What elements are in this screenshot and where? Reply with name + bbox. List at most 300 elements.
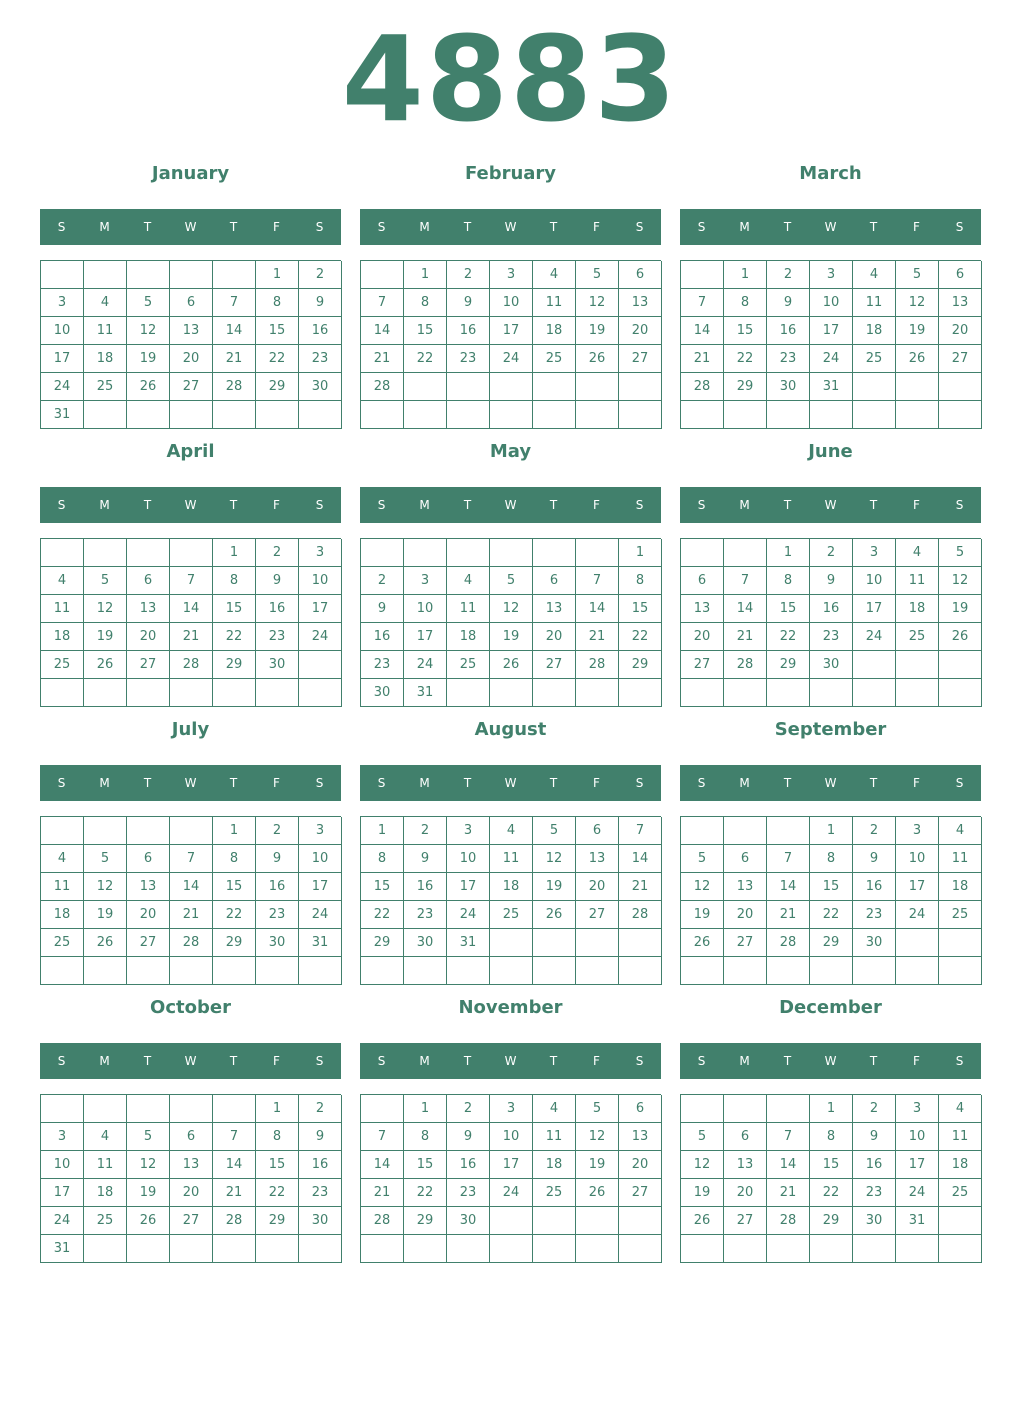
day-cell: 21 [767, 901, 810, 929]
day-cell: 31 [447, 929, 490, 957]
day-cell: 10 [896, 845, 939, 873]
weekday-label: S [635, 498, 644, 512]
day-cell: 16 [853, 1151, 896, 1179]
empty-day-cell [361, 957, 404, 985]
empty-day-cell [447, 401, 490, 429]
day-cell: 27 [170, 373, 213, 401]
day-cell: 9 [447, 1123, 490, 1151]
weekday-label: S [955, 1054, 964, 1068]
day-cell: 2 [299, 261, 342, 289]
day-cell: 26 [681, 929, 724, 957]
day-cell: 16 [810, 595, 853, 623]
empty-day-cell [213, 1095, 256, 1123]
weekday-label: W [184, 1054, 197, 1068]
empty-day-cell [127, 539, 170, 567]
empty-day-cell [533, 1207, 576, 1235]
day-cell: 8 [404, 289, 447, 317]
empty-day-cell [84, 1235, 127, 1263]
day-cell: 31 [299, 929, 342, 957]
day-cell: 1 [404, 261, 447, 289]
empty-day-cell [84, 1095, 127, 1123]
empty-day-cell [810, 1235, 853, 1263]
day-cell: 31 [41, 401, 84, 429]
day-cell: 22 [404, 1179, 447, 1207]
day-cell: 7 [724, 567, 767, 595]
weekday-label: S [955, 498, 964, 512]
day-cell: 7 [361, 1123, 404, 1151]
day-cell: 2 [853, 1095, 896, 1123]
weekday-label: T [783, 220, 792, 234]
day-cell: 21 [213, 1179, 256, 1207]
day-cell: 16 [361, 623, 404, 651]
day-cell: 22 [256, 345, 299, 373]
weekday-label: M [419, 220, 430, 234]
day-cell: 9 [299, 1123, 342, 1151]
day-cell: 8 [810, 1123, 853, 1151]
weekday-label: T [783, 1054, 792, 1068]
empty-day-cell [361, 401, 404, 429]
day-cell: 7 [767, 1123, 810, 1151]
day-cell: 23 [404, 901, 447, 929]
day-cell: 10 [41, 1151, 84, 1179]
month-june [680, 434, 981, 707]
month-february [360, 156, 661, 429]
weekday-label: M [739, 1054, 750, 1068]
month-september [680, 712, 981, 985]
day-cell: 29 [404, 1207, 447, 1235]
empty-day-cell [896, 1235, 939, 1263]
weekday-label: S [377, 776, 386, 790]
day-cell: 7 [170, 845, 213, 873]
day-cell: 15 [404, 317, 447, 345]
weekday-label: T [143, 776, 152, 790]
day-cell: 18 [896, 595, 939, 623]
day-cell: 11 [896, 567, 939, 595]
day-cell: 1 [213, 539, 256, 567]
empty-day-cell [939, 679, 982, 707]
empty-day-cell [533, 401, 576, 429]
day-cell: 26 [576, 345, 619, 373]
empty-day-cell [170, 679, 213, 707]
day-cell: 1 [213, 817, 256, 845]
weekday-label: S [57, 776, 66, 790]
day-grid [680, 538, 981, 707]
day-cell: 28 [361, 373, 404, 401]
weekday-label: M [419, 776, 430, 790]
day-cell: 8 [810, 845, 853, 873]
empty-day-cell [170, 401, 213, 429]
day-cell: 2 [853, 817, 896, 845]
empty-day-cell [256, 1235, 299, 1263]
day-cell: 3 [853, 539, 896, 567]
day-cell: 8 [256, 289, 299, 317]
day-cell: 19 [127, 1179, 170, 1207]
weekday-label: T [143, 498, 152, 512]
day-cell: 21 [361, 1179, 404, 1207]
day-cell: 19 [490, 623, 533, 651]
empty-day-cell [299, 651, 342, 679]
weekday-label: M [99, 498, 110, 512]
day-cell: 22 [810, 1179, 853, 1207]
day-cell: 15 [213, 873, 256, 901]
empty-day-cell [939, 1235, 982, 1263]
day-cell: 15 [767, 595, 810, 623]
day-cell: 10 [404, 595, 447, 623]
day-cell: 29 [810, 929, 853, 957]
day-cell: 11 [533, 1123, 576, 1151]
weekday-label: S [697, 776, 706, 790]
weekday-header [360, 765, 661, 801]
day-cell: 9 [256, 845, 299, 873]
day-cell: 5 [533, 817, 576, 845]
day-cell: 14 [767, 873, 810, 901]
day-cell: 23 [299, 345, 342, 373]
day-cell: 21 [619, 873, 662, 901]
day-cell: 6 [576, 817, 619, 845]
empty-day-cell [447, 679, 490, 707]
day-cell: 5 [84, 845, 127, 873]
day-cell: 27 [127, 929, 170, 957]
empty-day-cell [576, 373, 619, 401]
day-cell: 22 [810, 901, 853, 929]
day-cell: 21 [213, 345, 256, 373]
day-cell: 18 [853, 317, 896, 345]
weekday-label: S [697, 1054, 706, 1068]
weekday-label: T [549, 498, 558, 512]
day-cell: 17 [41, 1179, 84, 1207]
empty-day-cell [84, 539, 127, 567]
weekday-label: S [955, 776, 964, 790]
day-grid [680, 260, 981, 429]
weekday-label: S [315, 498, 324, 512]
weekday-label: F [593, 776, 600, 790]
day-cell: 18 [84, 345, 127, 373]
empty-day-cell [619, 373, 662, 401]
day-cell: 26 [939, 623, 982, 651]
day-cell: 24 [299, 623, 342, 651]
weekday-label: S [57, 1054, 66, 1068]
empty-day-cell [724, 957, 767, 985]
day-cell: 26 [533, 901, 576, 929]
weekday-label: M [99, 776, 110, 790]
day-cell: 26 [84, 929, 127, 957]
month-name: March [799, 163, 862, 184]
weekday-label: W [824, 1054, 837, 1068]
month-march [680, 156, 981, 429]
empty-day-cell [533, 679, 576, 707]
day-cell: 23 [256, 623, 299, 651]
weekday-label: S [635, 776, 644, 790]
empty-day-cell [213, 1235, 256, 1263]
weekday-label: S [635, 220, 644, 234]
day-cell: 29 [213, 929, 256, 957]
day-cell: 7 [619, 817, 662, 845]
day-cell: 14 [361, 1151, 404, 1179]
empty-day-cell [490, 1235, 533, 1263]
day-cell: 24 [447, 901, 490, 929]
day-cell: 22 [213, 901, 256, 929]
empty-day-cell [767, 1235, 810, 1263]
weekday-header [40, 1043, 341, 1079]
weekday-label: T [229, 1054, 238, 1068]
empty-day-cell [490, 679, 533, 707]
weekday-label: W [504, 220, 517, 234]
day-cell: 22 [724, 345, 767, 373]
day-cell: 11 [84, 317, 127, 345]
day-cell: 12 [681, 1151, 724, 1179]
weekday-header [360, 1043, 661, 1079]
weekday-label: W [184, 776, 197, 790]
empty-day-cell [490, 957, 533, 985]
day-cell: 30 [447, 1207, 490, 1235]
day-cell: 9 [810, 567, 853, 595]
empty-day-cell [896, 373, 939, 401]
day-cell: 9 [767, 289, 810, 317]
day-cell: 22 [619, 623, 662, 651]
empty-day-cell [576, 957, 619, 985]
day-cell: 20 [681, 623, 724, 651]
day-cell: 5 [490, 567, 533, 595]
weekday-label: F [273, 1054, 280, 1068]
day-cell: 5 [576, 1095, 619, 1123]
day-cell: 25 [533, 345, 576, 373]
day-cell: 25 [939, 1179, 982, 1207]
day-cell: 30 [299, 373, 342, 401]
empty-day-cell [896, 957, 939, 985]
day-cell: 3 [490, 1095, 533, 1123]
day-cell: 11 [41, 595, 84, 623]
day-cell: 13 [533, 595, 576, 623]
day-cell: 9 [404, 845, 447, 873]
month-name: September [774, 719, 887, 740]
weekday-label: M [739, 498, 750, 512]
day-cell: 13 [170, 1151, 213, 1179]
weekday-header [40, 209, 341, 245]
weekday-header [680, 209, 981, 245]
empty-day-cell [533, 539, 576, 567]
day-cell: 13 [619, 1123, 662, 1151]
day-cell: 3 [896, 817, 939, 845]
empty-day-cell [810, 679, 853, 707]
day-cell: 20 [127, 901, 170, 929]
empty-day-cell [404, 1235, 447, 1263]
day-cell: 31 [404, 679, 447, 707]
weekday-label: T [143, 220, 152, 234]
day-grid [360, 260, 661, 429]
day-cell: 1 [724, 261, 767, 289]
day-cell: 7 [213, 289, 256, 317]
day-cell: 19 [681, 1179, 724, 1207]
day-cell: 4 [533, 261, 576, 289]
day-cell: 18 [533, 317, 576, 345]
empty-day-cell [767, 957, 810, 985]
day-cell: 4 [939, 817, 982, 845]
day-cell: 24 [299, 901, 342, 929]
day-cell: 15 [810, 873, 853, 901]
day-cell: 24 [853, 623, 896, 651]
day-cell: 18 [41, 901, 84, 929]
day-cell: 5 [576, 261, 619, 289]
empty-day-cell [939, 651, 982, 679]
empty-day-cell [619, 401, 662, 429]
day-cell: 17 [299, 873, 342, 901]
day-cell: 18 [84, 1179, 127, 1207]
day-cell: 11 [490, 845, 533, 873]
empty-day-cell [361, 1095, 404, 1123]
day-cell: 11 [853, 289, 896, 317]
weekday-label: F [273, 776, 280, 790]
day-cell: 30 [767, 373, 810, 401]
empty-day-cell [896, 651, 939, 679]
day-cell: 2 [447, 1095, 490, 1123]
empty-day-cell [576, 1235, 619, 1263]
day-cell: 17 [853, 595, 896, 623]
day-cell: 24 [896, 901, 939, 929]
empty-day-cell [576, 679, 619, 707]
weekday-label: T [783, 498, 792, 512]
day-cell: 7 [681, 289, 724, 317]
empty-day-cell [533, 957, 576, 985]
empty-day-cell [170, 261, 213, 289]
empty-day-cell [896, 679, 939, 707]
weekday-header [680, 487, 981, 523]
weekday-label: S [377, 220, 386, 234]
empty-day-cell [767, 679, 810, 707]
empty-day-cell [84, 957, 127, 985]
month-name: January [151, 163, 230, 184]
weekday-header [40, 765, 341, 801]
empty-day-cell [681, 1235, 724, 1263]
day-cell: 8 [404, 1123, 447, 1151]
day-cell: 27 [724, 929, 767, 957]
weekday-label: T [143, 1054, 152, 1068]
empty-day-cell [724, 1235, 767, 1263]
day-cell: 17 [41, 345, 84, 373]
day-cell: 29 [361, 929, 404, 957]
weekday-label: S [377, 1054, 386, 1068]
day-cell: 28 [170, 651, 213, 679]
day-cell: 9 [361, 595, 404, 623]
empty-day-cell [299, 957, 342, 985]
weekday-label: S [315, 220, 324, 234]
empty-day-cell [681, 957, 724, 985]
day-cell: 14 [724, 595, 767, 623]
day-cell: 6 [619, 261, 662, 289]
month-name: October [150, 997, 231, 1018]
day-cell: 12 [533, 845, 576, 873]
calendar-year-title: 4883 [341, 10, 679, 148]
empty-day-cell [299, 679, 342, 707]
day-cell: 19 [896, 317, 939, 345]
day-cell: 10 [447, 845, 490, 873]
month-april [40, 434, 341, 707]
weekday-label: F [593, 220, 600, 234]
day-cell: 12 [490, 595, 533, 623]
day-cell: 19 [84, 623, 127, 651]
day-cell: 18 [447, 623, 490, 651]
day-cell: 22 [361, 901, 404, 929]
day-cell: 11 [41, 873, 84, 901]
day-cell: 2 [447, 261, 490, 289]
day-cell: 25 [41, 651, 84, 679]
day-cell: 20 [170, 1179, 213, 1207]
weekday-label: T [549, 1054, 558, 1068]
day-cell: 31 [810, 373, 853, 401]
empty-day-cell [41, 957, 84, 985]
empty-day-cell [84, 401, 127, 429]
day-cell: 5 [681, 1123, 724, 1151]
day-cell: 27 [939, 345, 982, 373]
day-cell: 2 [299, 1095, 342, 1123]
day-cell: 4 [84, 1123, 127, 1151]
day-cell: 30 [256, 929, 299, 957]
day-cell: 4 [447, 567, 490, 595]
day-cell: 1 [404, 1095, 447, 1123]
day-cell: 25 [84, 373, 127, 401]
empty-day-cell [853, 651, 896, 679]
day-cell: 13 [681, 595, 724, 623]
weekday-label: S [57, 220, 66, 234]
weekday-header [360, 209, 661, 245]
day-cell: 25 [533, 1179, 576, 1207]
day-cell: 24 [490, 345, 533, 373]
day-cell: 21 [576, 623, 619, 651]
day-cell: 24 [404, 651, 447, 679]
day-cell: 6 [619, 1095, 662, 1123]
day-cell: 1 [619, 539, 662, 567]
empty-day-cell [939, 1207, 982, 1235]
empty-day-cell [41, 817, 84, 845]
month-november [360, 990, 661, 1263]
weekday-label: W [184, 498, 197, 512]
day-cell: 12 [681, 873, 724, 901]
empty-day-cell [490, 539, 533, 567]
weekday-label: T [463, 1054, 472, 1068]
weekday-label: W [504, 776, 517, 790]
day-cell: 5 [127, 289, 170, 317]
day-cell: 20 [170, 345, 213, 373]
day-cell: 31 [41, 1235, 84, 1263]
day-cell: 18 [41, 623, 84, 651]
day-cell: 4 [41, 567, 84, 595]
day-cell: 19 [576, 317, 619, 345]
month-name: April [166, 441, 215, 462]
day-cell: 20 [533, 623, 576, 651]
weekday-label: S [315, 1054, 324, 1068]
day-cell: 6 [127, 845, 170, 873]
day-cell: 9 [299, 289, 342, 317]
day-cell: 12 [84, 873, 127, 901]
weekday-label: S [315, 776, 324, 790]
empty-day-cell [490, 929, 533, 957]
day-cell: 13 [619, 289, 662, 317]
day-cell: 16 [256, 873, 299, 901]
day-cell: 16 [299, 317, 342, 345]
weekday-label: F [273, 498, 280, 512]
empty-day-cell [896, 929, 939, 957]
empty-day-cell [576, 539, 619, 567]
day-cell: 8 [256, 1123, 299, 1151]
day-cell: 9 [853, 845, 896, 873]
day-cell: 26 [681, 1207, 724, 1235]
day-cell: 31 [896, 1207, 939, 1235]
weekday-label: T [463, 498, 472, 512]
day-cell: 28 [170, 929, 213, 957]
empty-day-cell [84, 817, 127, 845]
day-cell: 12 [84, 595, 127, 623]
day-cell: 7 [213, 1123, 256, 1151]
day-cell: 13 [724, 1151, 767, 1179]
